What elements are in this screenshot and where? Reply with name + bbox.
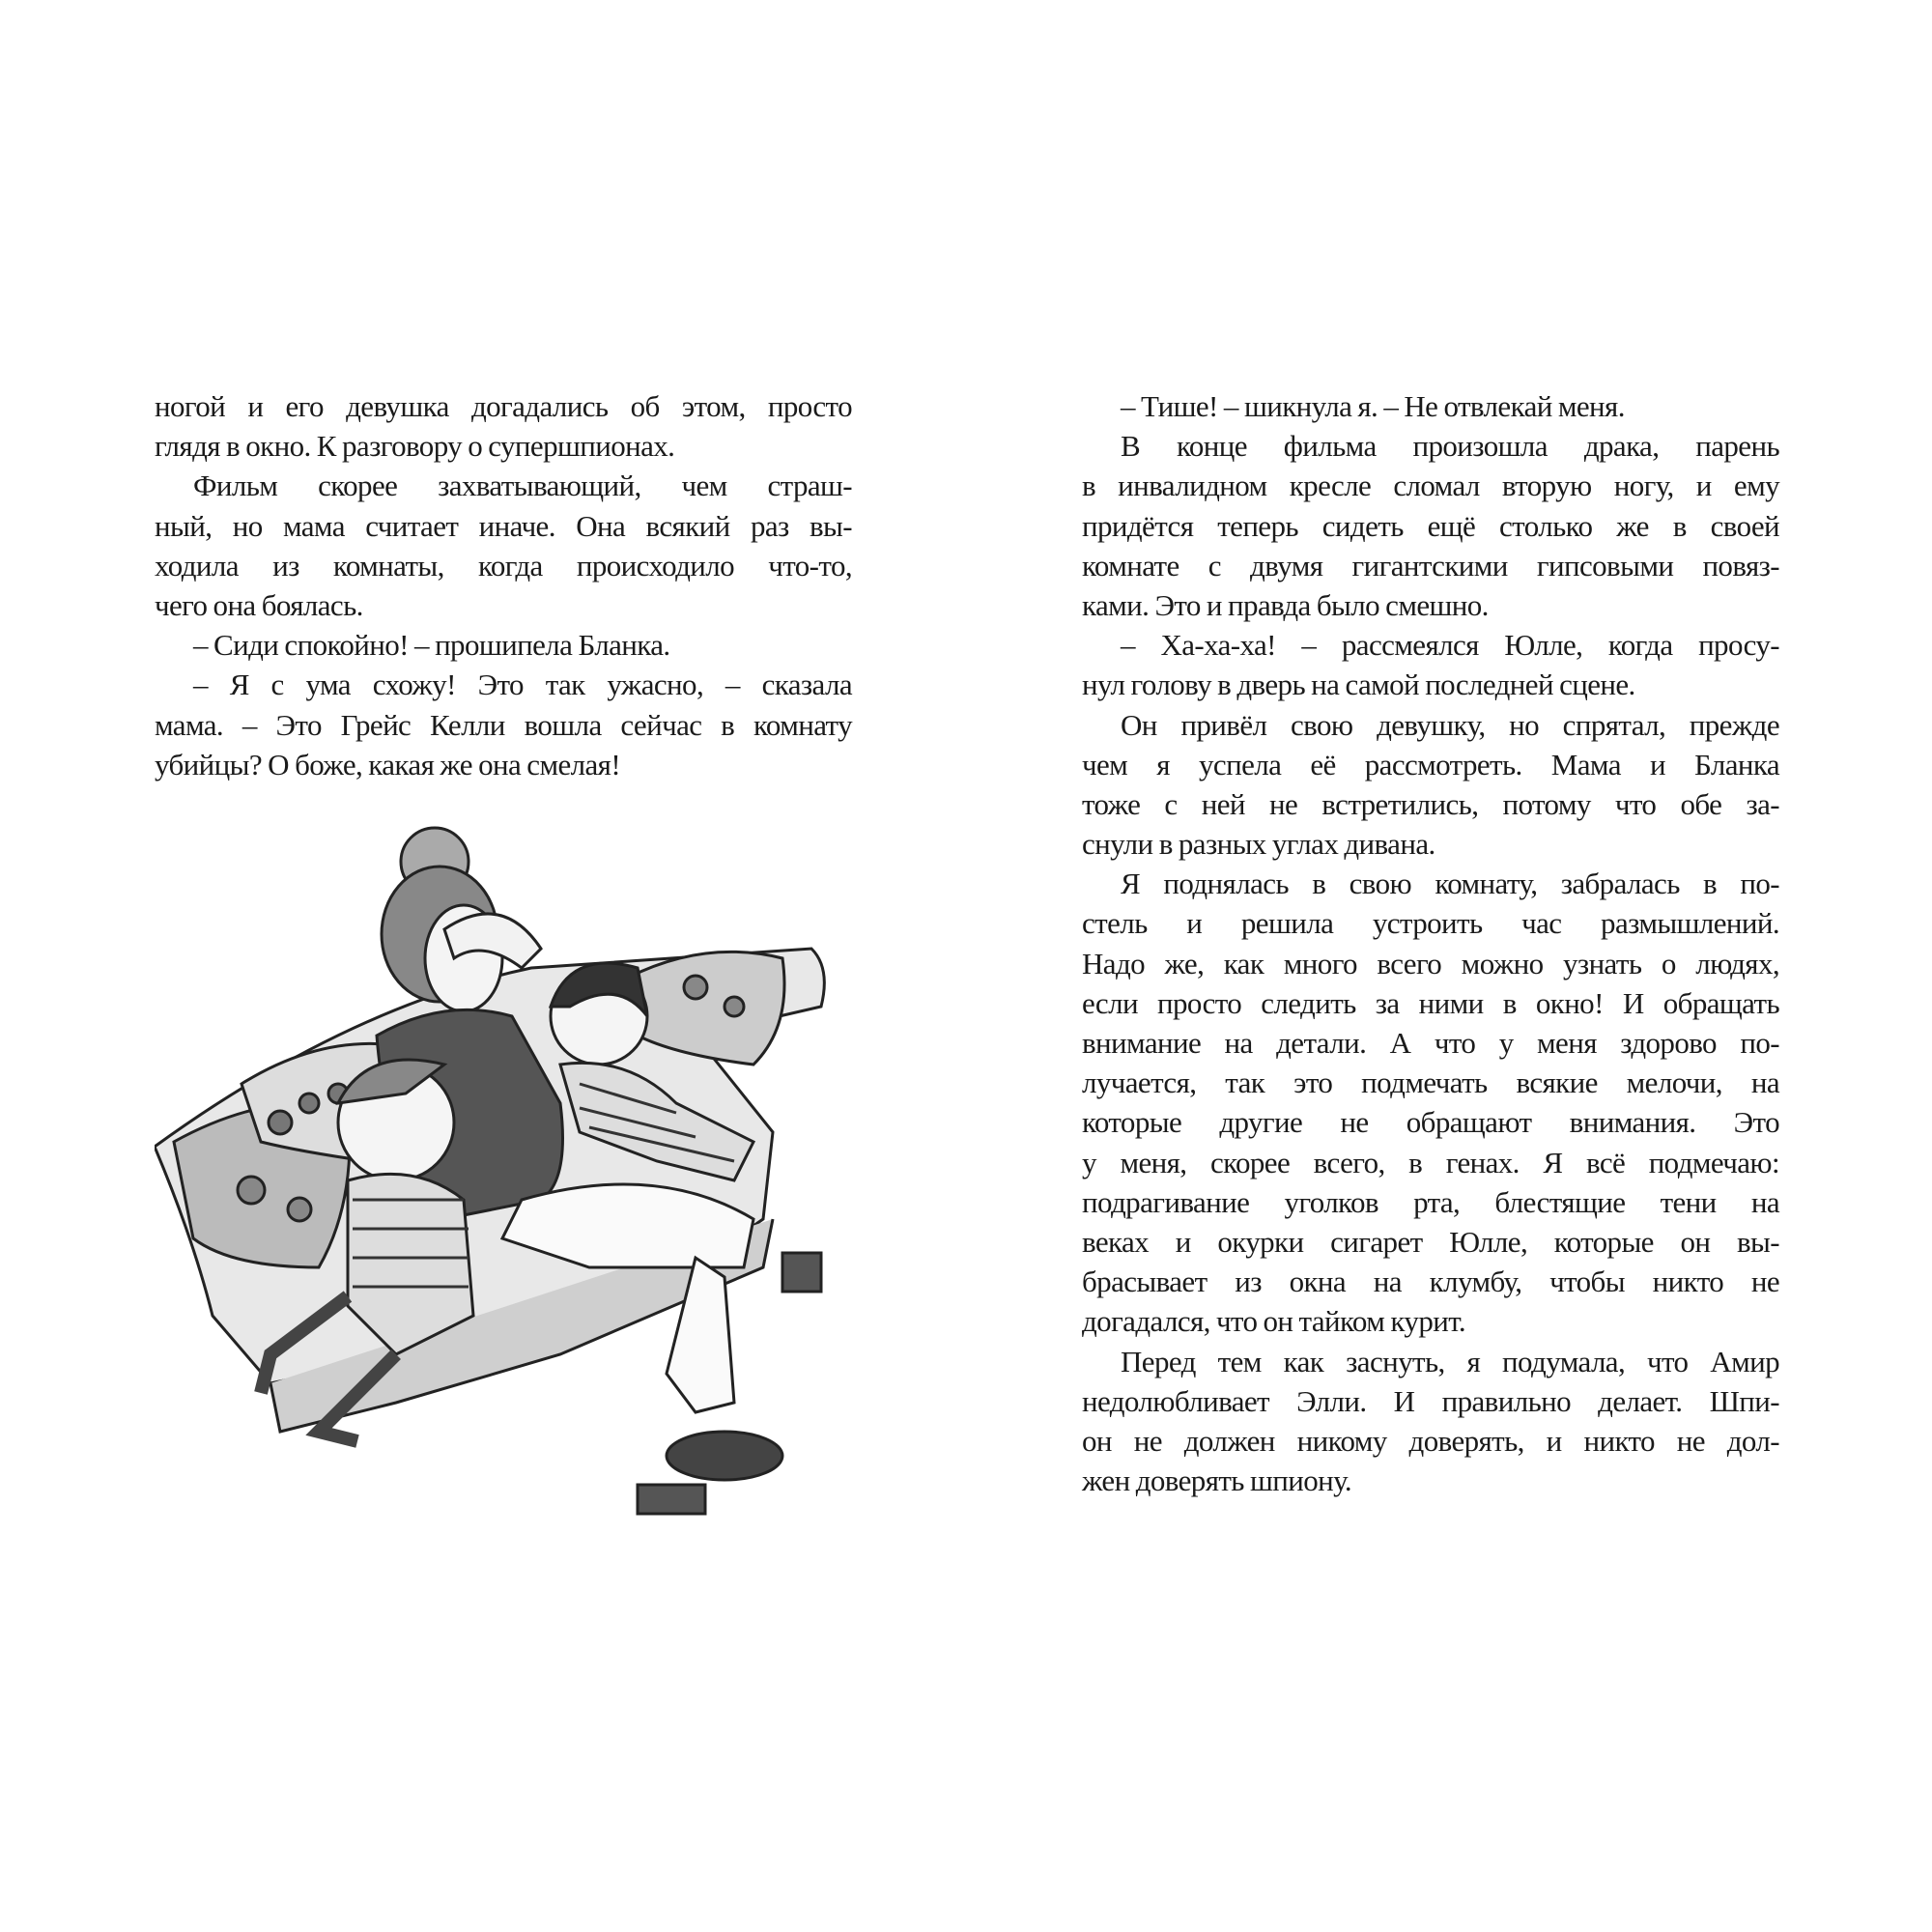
text-line: нул голову в дверь на самой последней сцене.: [1082, 668, 1635, 702]
text-line: догадался, что он тайком курит.: [1082, 1304, 1465, 1339]
text-line: подрагивание уголков рта, блестящие тени на: [1082, 1184, 1779, 1219]
text-line: веках и окурки сигарет Юлле, которые он вы-: [1082, 1224, 1779, 1259]
text-line: глядя в окно. К разговору о супершпионах.: [155, 429, 675, 464]
text-line: лучается, так это подмечать всякие мелочи, на: [1082, 1065, 1779, 1100]
text-line: – Ха-ха-ха! – рассмеялся Юлле, когда просу-: [1121, 628, 1779, 663]
text-line: ный, но мама считает иначе. Она всякий раз вы-: [155, 508, 852, 543]
text-line: Перед тем как заснуть, я подумала, что Амир: [1121, 1344, 1779, 1378]
text-line: в инвалидном кресле сломал вторую ногу, и ему: [1082, 469, 1779, 503]
text-line: внимание на детали. А что у меня здорово по-: [1082, 1026, 1779, 1060]
text-line: жен доверять шпиону.: [1082, 1463, 1352, 1498]
text-line: В конце фильма произошла драка, парень: [1121, 429, 1779, 464]
illustration-family-on-sofa: [155, 813, 831, 1548]
text-line: – Тише! – шикнула я. – Не отвлекай меня.: [1121, 389, 1625, 423]
text-line: у меня, скорее всего, в генах. Я всё подмечаю:: [1082, 1145, 1779, 1179]
text-line: ходила из комнаты, когда происходило что-то,: [155, 548, 852, 582]
text-line: – Я с ума схожу! Это так ужасно, – сказала: [193, 668, 852, 702]
left-page-text: [155, 386, 852, 784]
text-line: мама. – Это Грейс Келли вошла сейчас в комнату: [155, 707, 852, 742]
text-line: которые другие не обращают внимания. Это: [1082, 1105, 1779, 1140]
text-line: убийцы? О боже, какая же она смелая!: [155, 747, 621, 781]
text-line: снули в разных углах дивана.: [1082, 827, 1435, 862]
text-line: если просто следить за ними в окно! И обращать: [1082, 985, 1779, 1020]
text-line: Я поднялась в свою комнату, забралась в по-: [1121, 867, 1779, 901]
text-line: стель и решила устроить час размышлений.: [1082, 906, 1779, 941]
text-line: недолюбливает Элли. И правильно делает. Шпи-: [1082, 1383, 1779, 1418]
text-line: чего она боялась.: [155, 587, 363, 622]
text-line: комнате с двумя гигантскими гипсовыми повяз-: [1082, 548, 1779, 582]
text-line: Он привёл свою девушку, но спрятал, прежде: [1121, 707, 1779, 742]
text-line: он не должен никому доверять, и никто не дол-: [1082, 1423, 1779, 1458]
text-line: чем я успела её рассмотреть. Мама и Бланка: [1082, 747, 1779, 781]
right-page-text: [1082, 386, 1779, 1500]
text-line: ногой и его девушка догадались об этом, просто: [155, 389, 852, 423]
text-line: Надо же, как много всего можно узнать о людях,: [1082, 946, 1779, 980]
text-line: – Сиди спокойно! – прошипела Бланка.: [193, 628, 670, 663]
text-line: тоже с ней не встретились, потому что обе за-: [1082, 786, 1779, 821]
text-line: Фильм скорее захватывающий, чем страш-: [193, 469, 852, 503]
text-line: ками. Это и правда было смешно.: [1082, 587, 1489, 622]
text-line: придётся теперь сидеть ещё столько же в своей: [1082, 508, 1779, 543]
text-line: брасывает из окна на клумбу, чтобы никто не: [1082, 1264, 1779, 1299]
